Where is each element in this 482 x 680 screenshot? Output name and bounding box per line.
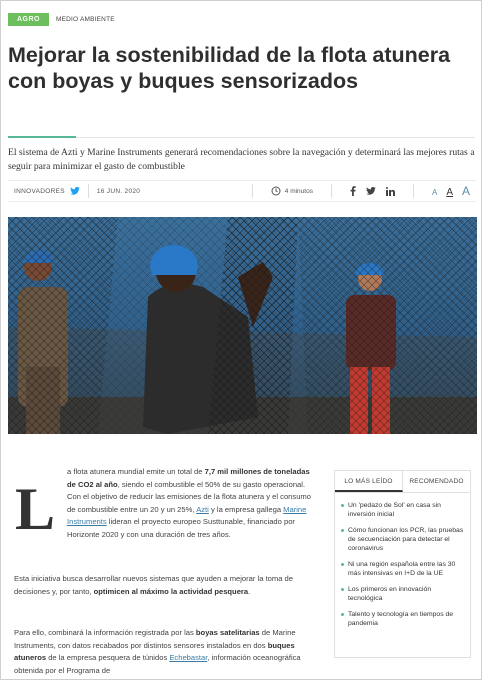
font-size-controls [422,184,476,198]
facebook-icon[interactable] [350,186,356,196]
publish-date: 16 JUN. 2020 [96,187,141,195]
list-item[interactable]: Ni una región española entre las 30 más intensivas en I+D de la UE [341,560,464,578]
tab-recommended[interactable]: RECOMENDADO [409,478,464,485]
font-size-small-button[interactable]: A [431,188,438,197]
bullet-icon [341,504,344,507]
most-read-list [335,493,470,628]
article-paragraph-3: Para ello, combinará la información registrada por las boyas satelitarias de Marine Instruments, con datos recabados por distintos sensores instalados en dos buques atuneros de la empresa pesquera de túnidos Echebastar, información oceanográfica obtenida por el Programa de [14,628,301,675]
linkedin-icon[interactable] [386,187,395,196]
link-marine-instruments[interactable]: Marine Instruments [67,504,307,526]
meta-separator [331,184,332,198]
title-divider [8,137,475,138]
bullet-icon [341,563,344,566]
fishermen-net-photo [8,217,477,434]
article-subtitle: El sistema de Azti y Marine Instruments generará recomendaciones sobre la navegación y determinará las mejores rutas a seguir para minimizar el gasto de combustible [8,147,475,172]
meta-separator [88,184,89,198]
meta-separator [252,184,253,198]
category-badge[interactable]: AGRO [8,13,49,26]
title-accent-rule [8,136,76,138]
article-title: Mejorar la sostenibilidad de la flota atunera con boyas y buques sensorizados [8,43,451,93]
list-item[interactable]: Cómo funcionan los PCR, las pruebas de secuenciación para detectar el coronavirus [341,526,464,553]
link-azti[interactable]: Azti [196,504,209,514]
dropcap-letter [13,482,63,532]
list-item[interactable]: Un 'pedazo de Sol' en casa sin inversión inicial [341,501,464,519]
tab-most-read[interactable]: LO MÁS LEÍDO [335,471,403,492]
clock-icon [271,186,281,196]
read-time [261,186,323,196]
twitter-icon[interactable] [70,187,80,195]
author-link[interactable] [8,187,80,195]
subcategory-link[interactable]: MEDIO AMBIENTE [56,16,115,23]
widget-tabs [335,471,470,493]
meta-separator [413,184,414,198]
most-read-widget [334,470,471,658]
font-size-medium-button[interactable]: A [446,187,453,198]
bullet-icon [341,529,344,532]
bullet-icon [341,613,344,616]
list-item[interactable]: Los primeros en innovación tecnológica [341,585,464,603]
article-paragraph-1: a flota atunera mundial emite un total de 7,7 mil millones de toneladas de CO2 al año, siendo el combustible el 50% de su gasto operacional. Con el objetivo de reducir las emisiones de la flota atunera y el consumo de combustible entre un 20 y un 25%, Azti y la empresa gallega Marine Instruments lideran el proyecto europeo Susttunable, financiado por Horizonte 2020 y con una duración de tres años. [67,467,311,539]
bullet-icon [341,588,344,591]
twitter-share-icon[interactable] [366,187,376,195]
font-size-large-button[interactable]: A [461,184,470,198]
article-paragraph-2: Esta iniciativa busca desarrollar nuevos sistemas que ayuden a mejorar la toma de decisiones y, por tanto, optimicen al máximo la actividad pesquera. [14,574,294,596]
dropcap-text: L [15,482,56,532]
article-hero-photo [8,217,477,434]
list-item[interactable]: Talento y tecnología en tiempos de pandemia [341,610,464,628]
link-echebastar[interactable]: Echebastar [169,653,208,662]
read-time-label: 4 minutos [284,187,313,195]
author-name: INNOVADORES [14,187,65,195]
article-meta-bar [8,180,476,202]
category-tags [8,13,115,26]
share-buttons [340,186,405,196]
